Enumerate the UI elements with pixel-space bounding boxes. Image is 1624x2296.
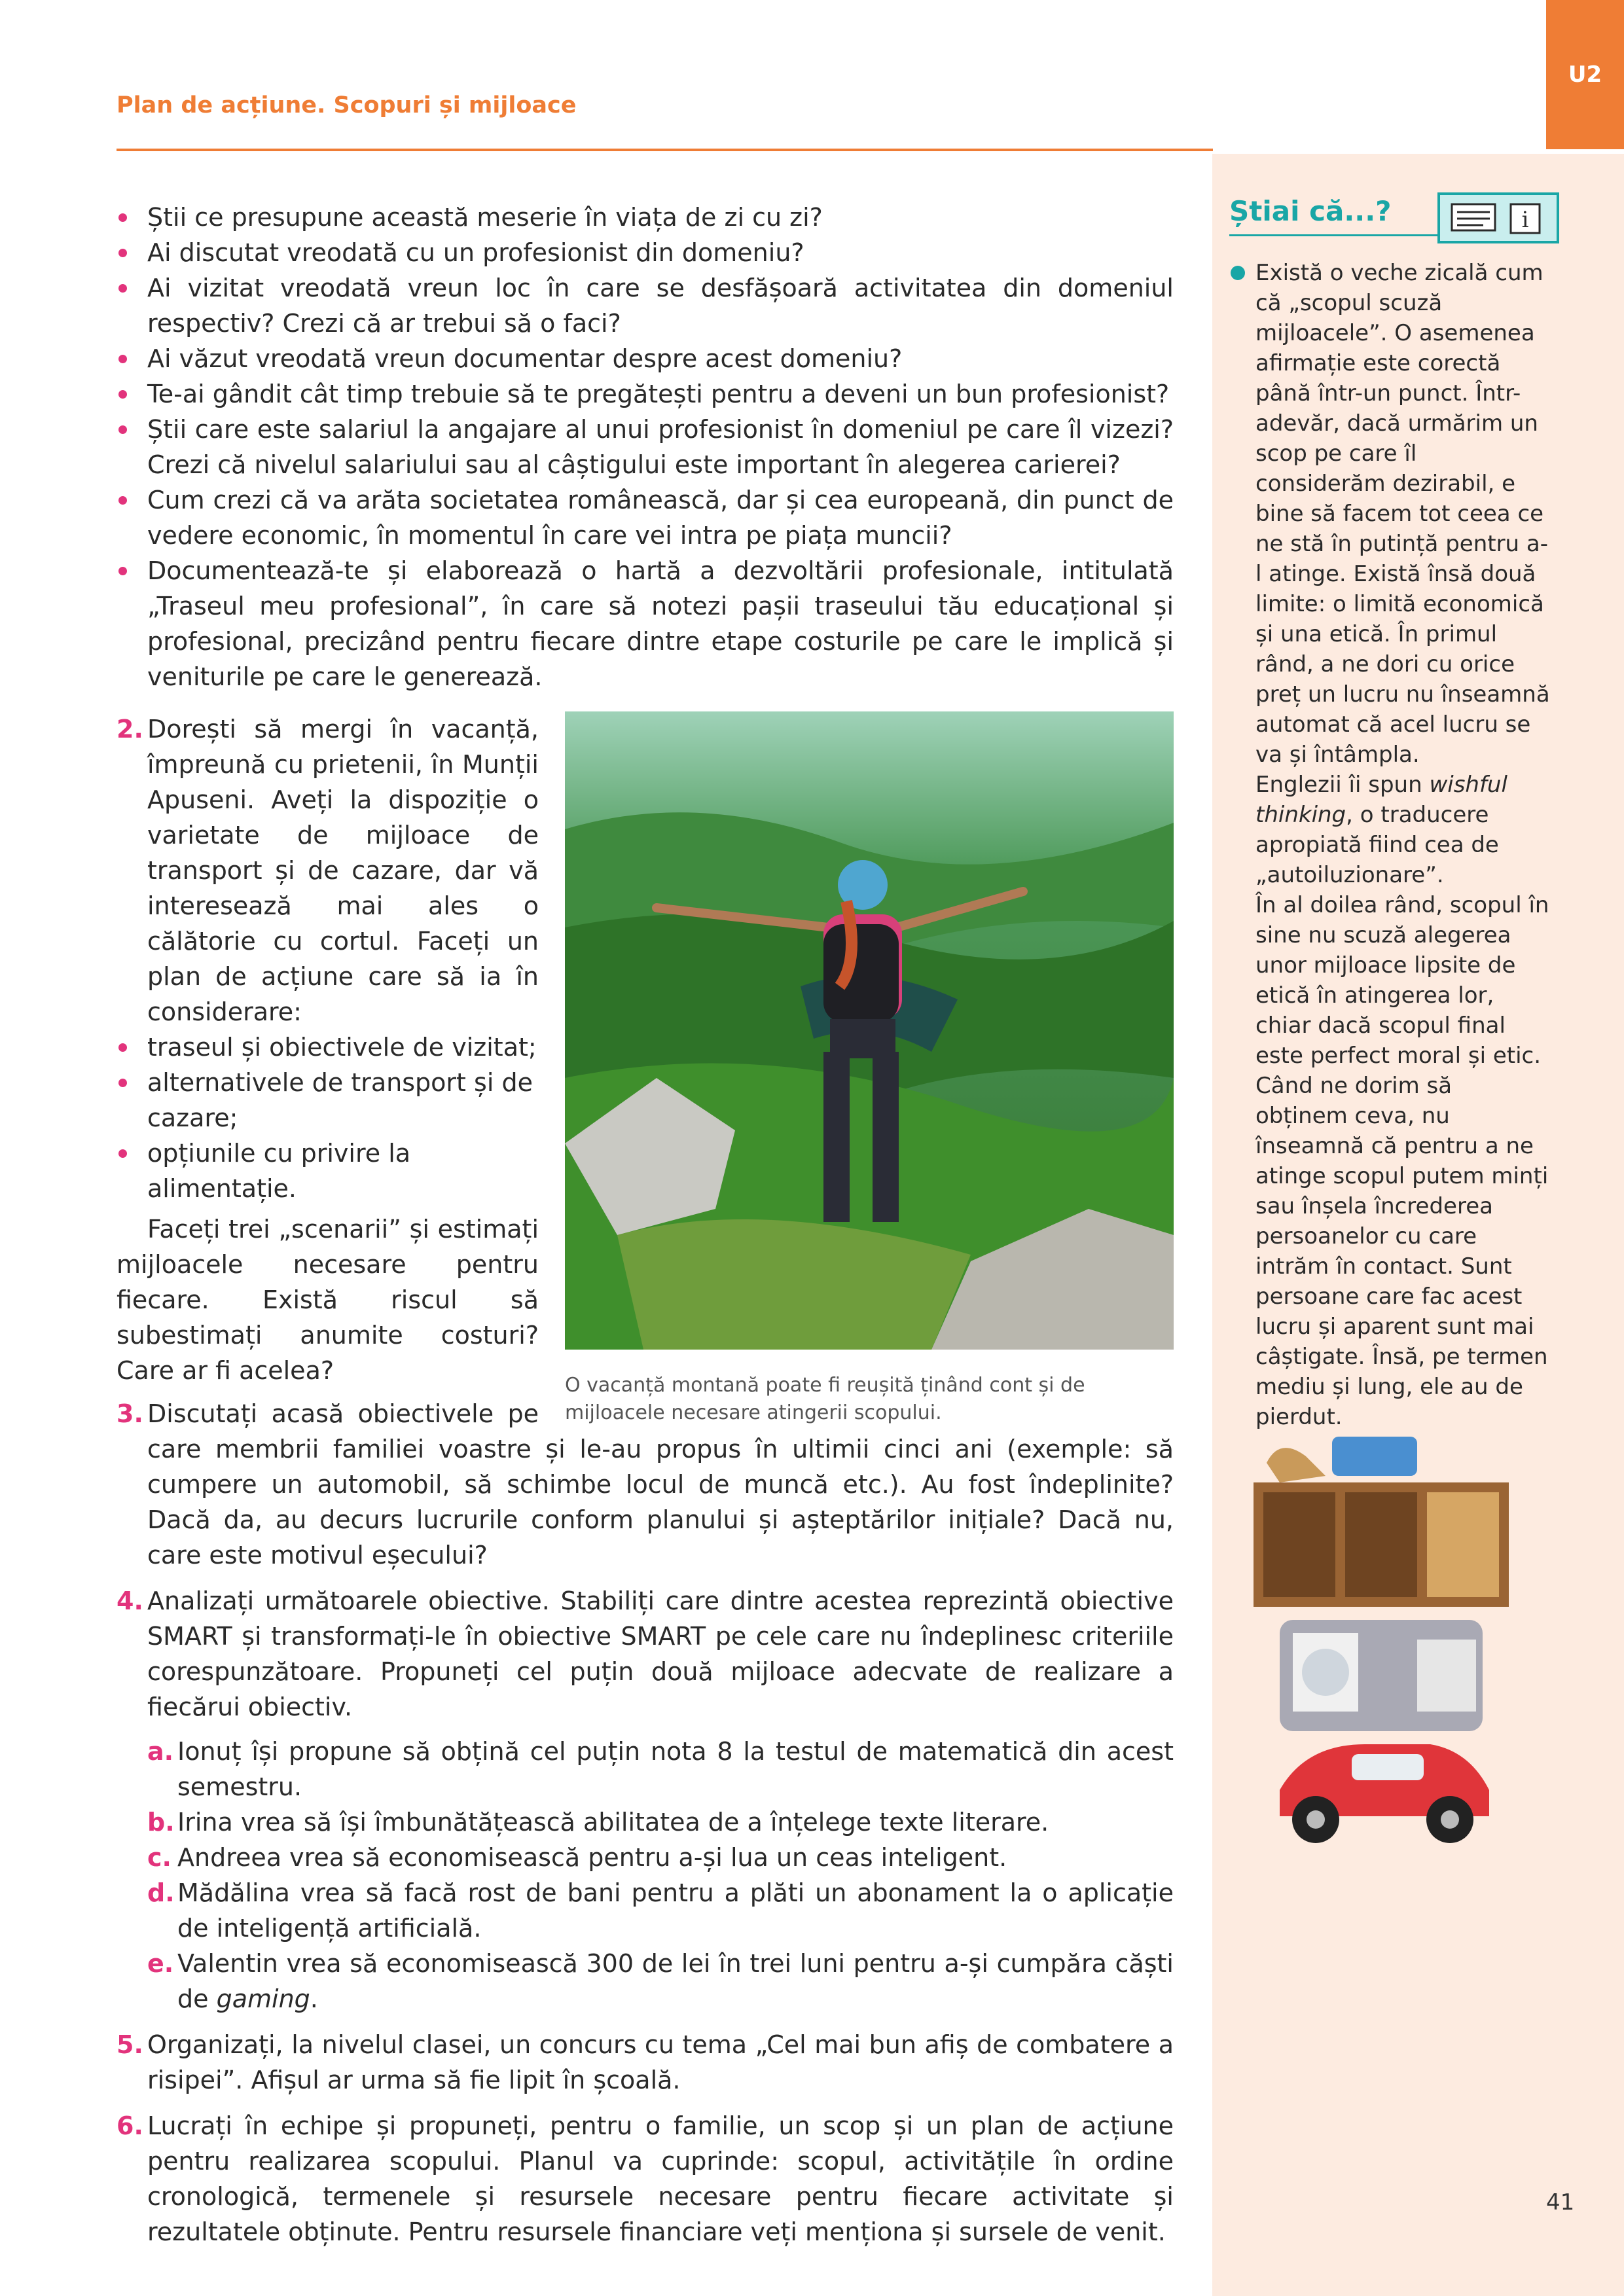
item-letter: d. xyxy=(147,1878,175,1907)
item-letter: e. xyxy=(147,1949,174,1978)
list-item: Ai vizitat vreodată vreun loc în care se desfășoară activitatea din domeniul respectiv? Crezi că ar trebui să o faci? xyxy=(117,270,1174,341)
header-divider xyxy=(117,149,1213,151)
did-you-know-box xyxy=(1229,196,1550,1432)
objective-item xyxy=(117,1840,1174,1875)
sidebar-text xyxy=(1229,258,1550,1432)
item-text: Irina vrea să își îmbunătățească abilitatea de a înțelege texte literare. xyxy=(177,1808,1049,1837)
exercise-2 xyxy=(117,711,1174,1030)
item-text: Ionuț își propune să obțină cel puțin nota 8 la testul de matematică din acest semestru. xyxy=(177,1737,1174,1801)
info-board-icon xyxy=(1437,192,1559,243)
list-item: Cum crezi că va arăta societatea românească, dar și cea europeană, din punct de vedere economic, în momentul în care vei intra pe piața muncii? xyxy=(117,482,1174,553)
item-letter: a. xyxy=(147,1737,174,1766)
objective-item xyxy=(117,1875,1174,1946)
item-text: Andreea vrea să economisească pentru a-și lua un ceas inteligent. xyxy=(177,1843,1007,1872)
list-item: Te-ai gândit cât timp trebuie să te pregătești pentru a deveni un bun profesionist? xyxy=(117,376,1174,412)
svg-text:i: i xyxy=(1521,207,1529,233)
item-text-end: . xyxy=(310,1984,318,2013)
exercise-2-list xyxy=(117,1030,1174,1206)
exercise-5 xyxy=(117,2027,1174,2098)
exercise-6 xyxy=(117,2108,1174,2250)
exercise-text: Lucrați în echipe și propuneți, pentru o familie, un scop și un plan de acțiune pentru realizarea scopului. Planul va cuprinde: scopul, activitățile în ordine cronologică, termenele și resursele necesare pentru fiecare activitate și rezultatele obținute. Pentru resursele financiare veți menționa și sursele de venit. xyxy=(147,2111,1174,2246)
page-header-title: Plan de acțiune. Scopuri și mijloace xyxy=(117,92,577,118)
exercise-number: 2. xyxy=(117,715,143,744)
list-item: traseul și obiectivele de vizitat; xyxy=(117,1030,1174,1065)
exercise-text: Discutați acasă obiectivele pe care membrii familiei voastre și le-au propus în ultimii cinci ani (exemple: să cumpere un automobil, să schimbe locul de muncă etc.). Au fost îndeplinite? Dacă da, au decurs lucrurile conform planului și așteptărilor inițiale? Dacă nu, care este motivul eșecului? xyxy=(147,1399,1174,1570)
item-text: Valentin vrea să economisească 300 de lei în trei luni pentru a-și cumpăra căști de xyxy=(177,1949,1174,2013)
exercise-number: 5. xyxy=(117,2030,143,2059)
item-text: Mădălina vrea să facă rost de bani pentru a plăti un abonament la o aplicație de inteligență artificială. xyxy=(177,1878,1174,1943)
page-number: 41 xyxy=(1546,2189,1575,2215)
exercise-text: Dorești să mergi în vacanță, împreună cu prietenii, în Munții Apuseni. Aveți la dispoziție o varietate de mijloace de transport și de cazare, dar vă interesează mai ales o călătorie cu cortul. Faceți un plan de acțiune care să ia în considerare: xyxy=(147,715,539,1026)
photo-caption: O vacanță montană poate fi reușită ținând cont și de mijloacele necesare atingerii scopului. xyxy=(565,1374,1085,1424)
exercise-3 xyxy=(117,1396,1174,1573)
list-item: Ai discutat vreodată cu un profesionist din domeniu? xyxy=(117,235,1174,270)
questions-list xyxy=(117,200,1174,694)
item-text-italic: gaming xyxy=(216,1984,310,2013)
item-letter: b. xyxy=(147,1808,175,1837)
objective-item xyxy=(117,1804,1174,1840)
main-content xyxy=(117,200,1174,2250)
exercise-number: 3. xyxy=(117,1399,143,1428)
sidebar-paragraph-2: Englezii îi spun wishful thinking, o traducere apropiată fiind cea de „autoiluzionare”. xyxy=(1255,772,1507,888)
sidebar-title: Știai că...? xyxy=(1229,195,1392,227)
list-item: alternativele de transport și de cazare; xyxy=(117,1065,1174,1136)
unit-tab: U2 xyxy=(1546,0,1624,149)
sidebar-paragraph-3: În al doilea rând, scopul în sine nu scuză alegerea unor mijloace lipsite de etică în atingerea lor, chiar dacă scopul final este perfect moral și etic. Când ne dorim să obținem ceva, nu înseamnă că pentru a ne atinge scopul putem minți sau înșela încrederea persoanelor cu care intrăm în contact. Sunt persoane care fac acest lucru și aparent sunt mai câștigate. Însă, pe termen mediu și lung, ele au de pierdut. xyxy=(1255,892,1549,1430)
household-stack-illustration xyxy=(1254,1424,1509,1856)
exercise-text: Analizați următoarele obiective. Stabiliți care dintre acestea reprezintă obiective SMART și transformați-le în obiective SMART pe cele care nu îndeplinesc criteriile corespunzătoare. Propuneți cel puțin două mijloace adecvate de realizare a fiecărui obiectiv. xyxy=(147,1587,1174,1721)
list-item: Documentează-te și elaborează o hartă a dezvoltării profesionale, intitulată „Traseul meu profesional”, în care să notezi pașii traseului tău educațional și profesional, precizând pentru fiecare dintre etape costurile pe care le implică și veniturile pe care le generează. xyxy=(117,553,1174,694)
exercise-number: 6. xyxy=(117,2111,143,2140)
exercise-2-note: Faceți trei „scenarii” și estimați mijloacele necesare pentru fiecare. Există riscul să subestimați anumite costuri? Care ar fi acelea? xyxy=(117,1215,539,1385)
sidebar-bullet xyxy=(1231,266,1245,280)
exercise-4 xyxy=(117,1583,1174,1725)
list-item: Știi ce presupune această meserie în viața de zi cu zi? xyxy=(117,200,1174,235)
exercise-text: Organizați, la nivelul clasei, un concurs cu tema „Cel mai bun afiș de combatere a risipei”. Afișul ar urma să fie lipit în școală. xyxy=(147,2030,1174,2094)
list-item: Ai văzut vreodată vreun documentar despre acest domeniu? xyxy=(117,341,1174,376)
list-item: opțiunile cu privire la alimentație. xyxy=(117,1136,1174,1206)
item-letter: c. xyxy=(147,1843,171,1872)
exercise-number: 4. xyxy=(117,1587,143,1615)
list-item: Știi care este salariul la angajare al unui profesionist în domeniul pe care îl vizezi? Crezi că nivelul salariului sau al câștigului este important în alegerea carierei? xyxy=(117,412,1174,482)
objective-item xyxy=(117,1734,1174,1804)
objective-item xyxy=(117,1946,1174,2017)
sidebar-title-rule xyxy=(1229,234,1439,236)
sidebar-paragraph-1: Există o veche zicală cum că „scopul scuză mijloacele”. O asemenea afirmație este corectă până într-un punct. Într-adevăr, dacă urmărim un scop pe care îl considerăm dezirabil, e bine să facem tot ceea ce ne stă în putință pentru a-l atinge. Există însă două limite: o limită economică și una etică. În primul rând, a ne dori cu orice preț un lucru nu înseamnă automat că acel lucru se va și întâmpla. xyxy=(1255,260,1550,768)
